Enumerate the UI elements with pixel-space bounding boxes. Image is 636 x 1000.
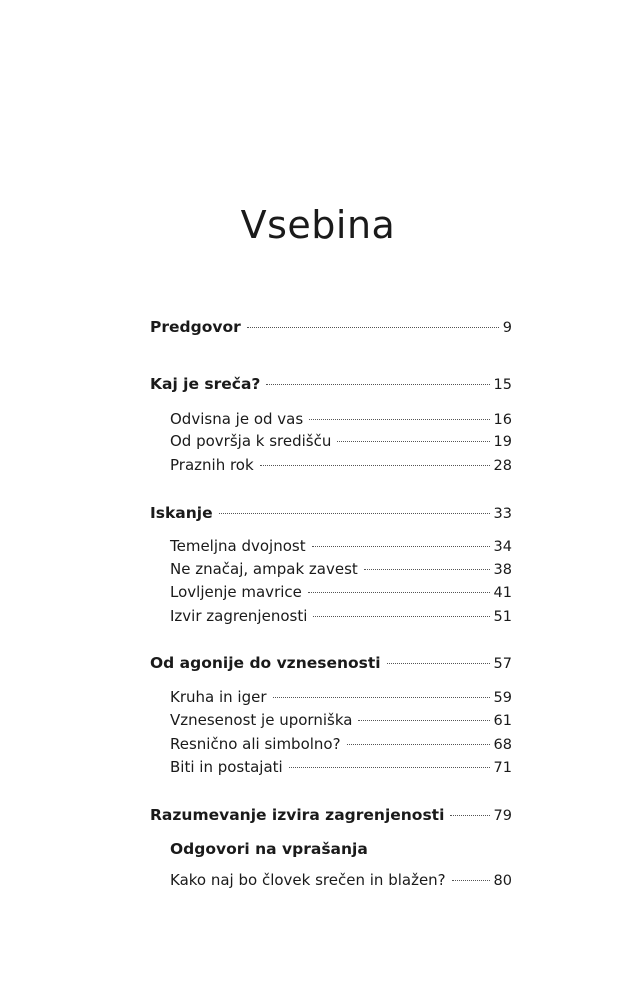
toc-page-number: 79: [493, 808, 512, 824]
toc-entry-label: Biti in postajati: [170, 758, 283, 776]
toc-entry-label: Od agonije do vznesenosti: [150, 654, 381, 672]
dot-leader: [364, 569, 490, 570]
toc-section: [170, 581, 512, 603]
toc-entry-label: Kako naj bo človek srečen in blažen?: [170, 871, 446, 889]
toc-entry-label: Resnično ali simbolno?: [170, 735, 341, 753]
toc-page-number: 61: [493, 713, 512, 729]
toc-entry-label: Od površja k središču: [170, 432, 332, 450]
toc-chapter-od-agonije: [150, 652, 512, 674]
toc-section: [170, 535, 512, 557]
toc-section: [170, 709, 512, 731]
dot-leader: [266, 384, 489, 385]
toc-page-number: 9: [502, 320, 512, 336]
dot-leader: [260, 465, 490, 466]
toc-chapter-predgovor: [150, 316, 512, 338]
page-title: Vsebina: [240, 203, 396, 248]
dot-leader: [247, 327, 499, 328]
toc-section: [170, 869, 512, 891]
toc-page-number: 34: [493, 539, 512, 555]
toc-section: [170, 686, 512, 708]
toc-entry-label: Razumevanje izvira zagrenjenosti: [150, 806, 445, 824]
toc-chapter-razumevanje: [150, 804, 512, 826]
toc-subheading-odgovori: Odgovori na vprašanja: [170, 840, 368, 858]
toc-page-number: 28: [493, 458, 512, 474]
dot-leader: [452, 880, 490, 881]
toc-page-number: 16: [493, 412, 512, 428]
dot-leader: [312, 546, 490, 547]
toc-entry-label: Praznih rok: [170, 456, 254, 474]
toc-page-number: 38: [493, 562, 512, 578]
toc-page-number: 71: [493, 760, 512, 776]
toc-page-number: 68: [493, 737, 512, 753]
dot-leader: [289, 767, 490, 768]
toc-section: [170, 454, 512, 476]
dot-leader: [387, 663, 490, 664]
dot-leader: [273, 697, 490, 698]
dot-leader: [219, 513, 490, 514]
toc-entry-label: Vznesenost je uporniška: [170, 711, 353, 729]
toc-page-number: 33: [493, 506, 512, 522]
dot-leader: [308, 592, 490, 593]
toc-section: [170, 605, 512, 627]
toc-page-number: 19: [493, 434, 512, 450]
toc-entry-label: Temeljna dvojnost: [170, 537, 306, 555]
toc-chapter-kaj-je-sreca: [150, 373, 512, 395]
toc-entry-label: Predgovor: [150, 318, 241, 336]
toc-entry-label: Lovljenje mavrice: [170, 583, 302, 601]
toc-page-number: 57: [493, 656, 512, 672]
toc-section: [170, 430, 512, 452]
toc-section: [170, 408, 512, 430]
toc-page-number: 15: [493, 377, 512, 393]
dot-leader: [450, 815, 489, 816]
toc-section: [170, 558, 512, 580]
toc-entry-label: Kruha in iger: [170, 688, 267, 706]
dot-leader: [347, 744, 490, 745]
dot-leader: [313, 616, 489, 617]
toc-section: [170, 733, 512, 755]
dot-leader: [337, 441, 489, 442]
toc-page-number: 59: [493, 690, 512, 706]
toc-entry-label: Iskanje: [150, 504, 213, 522]
toc-page-number: 51: [493, 609, 512, 625]
toc-page-number: 41: [493, 585, 512, 601]
dot-leader: [309, 419, 489, 420]
toc-chapter-iskanje: [150, 502, 512, 524]
toc-entry-label: Odvisna je od vas: [170, 410, 304, 428]
toc-page-number: 80: [493, 873, 512, 889]
toc-entry-label: Ne značaj, ampak zavest: [170, 560, 358, 578]
toc-entry-label: Kaj je sreča?: [150, 375, 261, 393]
toc-entry-label: Izvir zagrenjenosti: [170, 607, 308, 625]
toc-section: [170, 756, 512, 778]
dot-leader: [358, 720, 489, 721]
